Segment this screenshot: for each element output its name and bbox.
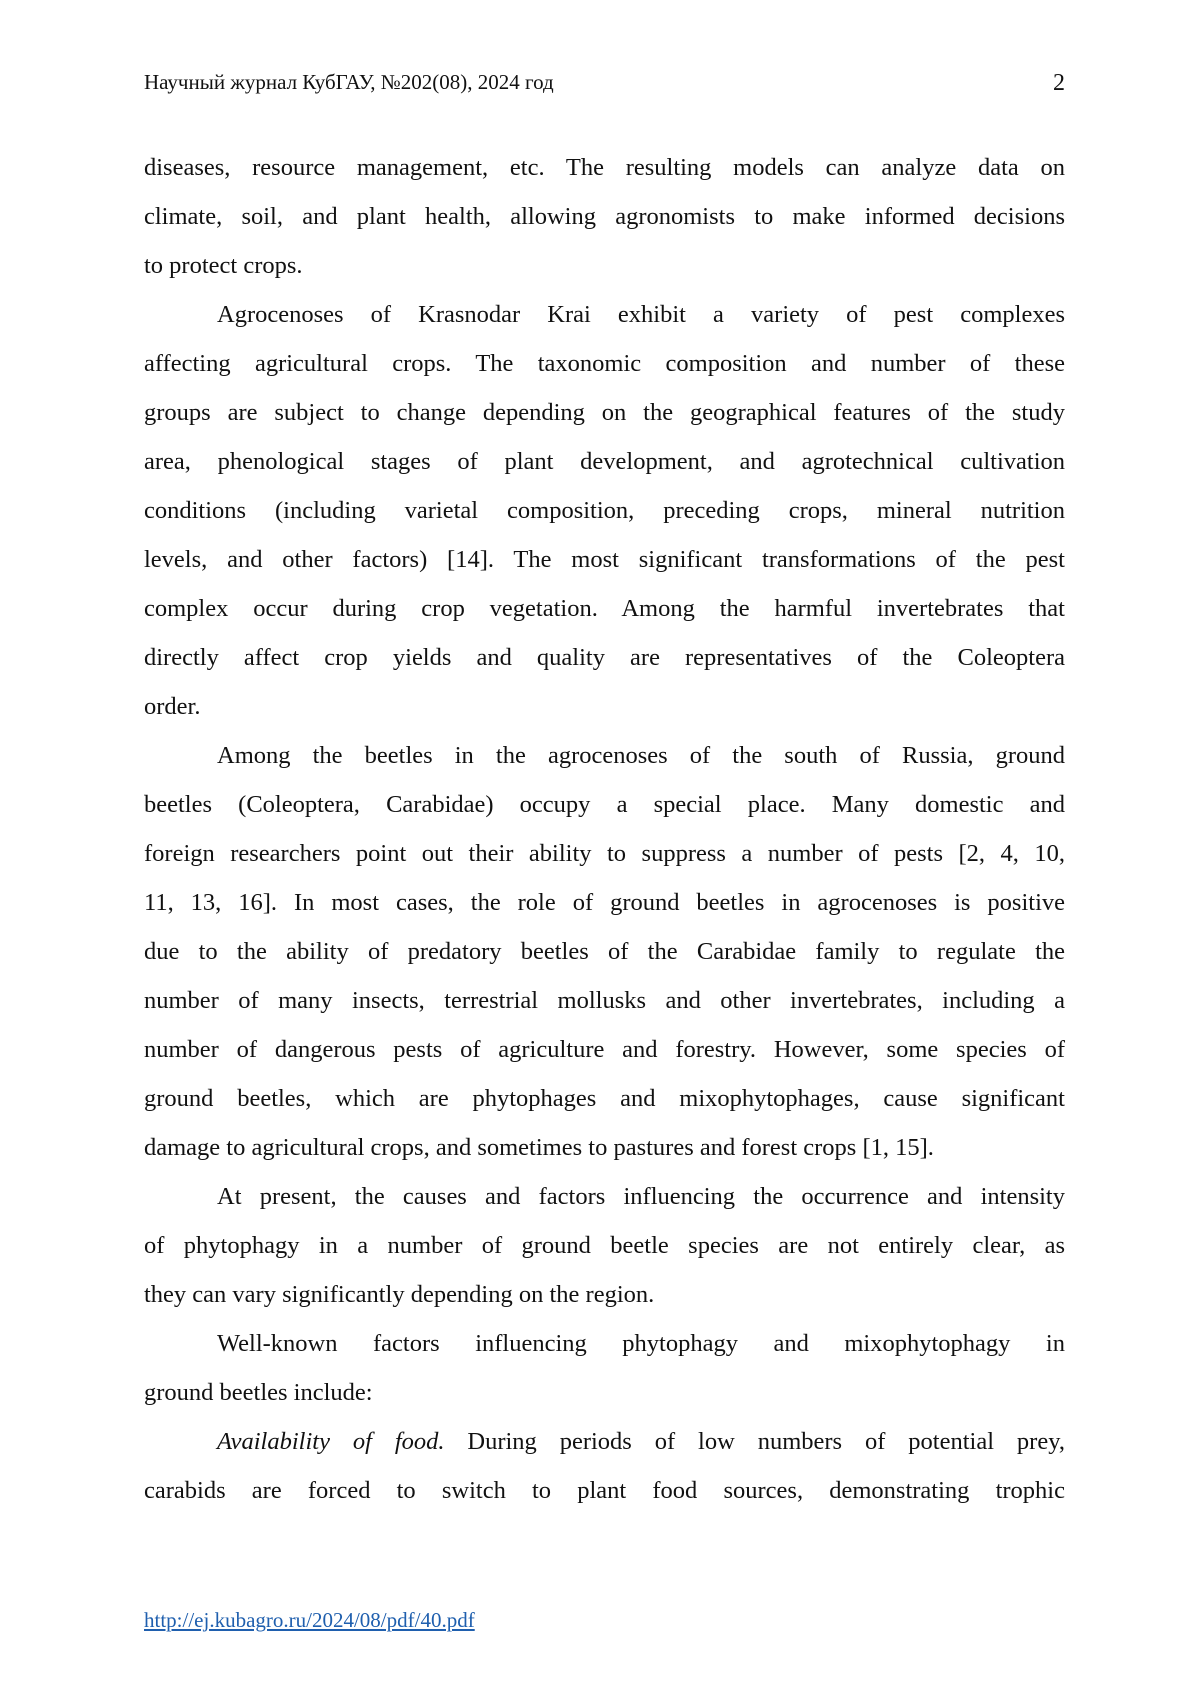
text-line — [144, 1466, 1065, 1515]
text-segment: During periods of low numbers of potential prey, — [445, 1428, 1065, 1455]
text-line — [144, 682, 1065, 731]
text-line — [144, 486, 1065, 535]
text-line — [144, 192, 1065, 241]
journal-title: Научный журнал КубГАУ, №202(08), 2024 год — [144, 70, 554, 97]
text-segment: order. — [144, 693, 200, 720]
text-segment: area, phenological stages of plant development, and agrotechnical cultivation — [144, 448, 1065, 475]
text-segment: groups are subject to change depending on the geographical features of the study — [144, 399, 1065, 426]
body-text — [144, 143, 1065, 1515]
paragraph — [144, 1417, 1065, 1515]
paragraph — [144, 1172, 1065, 1319]
text-segment: Agrocenoses of Krasnodar Krai exhibit a variety of pest complexes — [217, 301, 1065, 328]
text-segment: 11, 13, 16]. In most cases, the role of ground beetles in agrocenoses is positive — [144, 889, 1065, 916]
text-line — [144, 878, 1065, 927]
text-line — [144, 731, 1065, 780]
running-header — [144, 70, 1065, 97]
text-line — [144, 633, 1065, 682]
text-segment: Well-known factors influencing phytophagy and mixophytophagy in — [217, 1330, 1065, 1357]
text-segment: levels, and other factors) [14]. The most significant transformations of the pest — [144, 546, 1065, 573]
text-line — [144, 584, 1065, 633]
text-segment: Among the beetles in the agrocenoses of the south of Russia, ground — [217, 742, 1065, 769]
text-segment: affecting agricultural crops. The taxonomic composition and number of these — [144, 350, 1065, 377]
text-line — [144, 241, 1065, 290]
text-segment: number of dangerous pests of agriculture and forestry. However, some species of — [144, 1036, 1065, 1063]
text-line — [144, 1025, 1065, 1074]
text-segment: beetles (Coleoptera, Carabidae) occupy a special place. Many domestic and — [144, 791, 1065, 818]
text-segment: they can vary significantly depending on the region. — [144, 1281, 654, 1308]
article-url-link[interactable]: http://ej.kubagro.ru/2024/08/pdf/40.pdf — [144, 1608, 475, 1632]
italic-term: Availability of food. — [217, 1428, 445, 1455]
paragraph — [144, 1319, 1065, 1417]
text-line — [144, 1074, 1065, 1123]
text-line — [144, 339, 1065, 388]
paragraph — [144, 290, 1065, 731]
paragraph — [144, 731, 1065, 1172]
text-line — [144, 1368, 1065, 1417]
text-segment: ground beetles, which are phytophages and mixophytophages, cause significant — [144, 1085, 1065, 1112]
text-segment: ground beetles include: — [144, 1379, 373, 1406]
text-segment: directly affect crop yields and quality are representatives of the Coleoptera — [144, 644, 1065, 671]
text-segment: At present, the causes and factors influencing the occurrence and intensity — [217, 1183, 1065, 1210]
text-line — [144, 535, 1065, 584]
paragraph — [144, 143, 1065, 290]
text-segment: damage to agricultural crops, and sometimes to pastures and forest crops [1, 15]. — [144, 1134, 934, 1161]
text-segment: complex occur during crop vegetation. Among the harmful invertebrates that — [144, 595, 1065, 622]
text-segment: to protect crops. — [144, 252, 303, 279]
text-line — [144, 143, 1065, 192]
text-line — [144, 1417, 1065, 1466]
text-segment: foreign researchers point out their ability to suppress a number of pests [2, 4, 10, — [144, 840, 1065, 867]
text-line — [144, 1172, 1065, 1221]
text-line — [144, 290, 1065, 339]
text-segment: number of many insects, terrestrial mollusks and other invertebrates, including a — [144, 987, 1065, 1014]
text-line — [144, 976, 1065, 1025]
footer — [144, 1608, 475, 1633]
text-segment: diseases, resource management, etc. The resulting models can analyze data on — [144, 154, 1065, 181]
text-line — [144, 829, 1065, 878]
text-segment: carabids are forced to switch to plant food sources, demonstrating trophic — [144, 1477, 1065, 1504]
text-line — [144, 1319, 1065, 1368]
text-line — [144, 437, 1065, 486]
text-line — [144, 1270, 1065, 1319]
text-segment: climate, soil, and plant health, allowing agronomists to make informed decisions — [144, 203, 1065, 230]
text-line — [144, 780, 1065, 829]
text-line — [144, 388, 1065, 437]
text-line — [144, 1221, 1065, 1270]
text-segment: of phytophagy in a number of ground beetle species are not entirely clear, as — [144, 1232, 1065, 1259]
page-number: 2 — [1053, 70, 1065, 97]
text-segment: due to the ability of predatory beetles of the Carabidae family to regulate the — [144, 938, 1065, 965]
text-segment: conditions (including varietal composition, preceding crops, mineral nutrition — [144, 497, 1065, 524]
text-line — [144, 1123, 1065, 1172]
text-line — [144, 927, 1065, 976]
